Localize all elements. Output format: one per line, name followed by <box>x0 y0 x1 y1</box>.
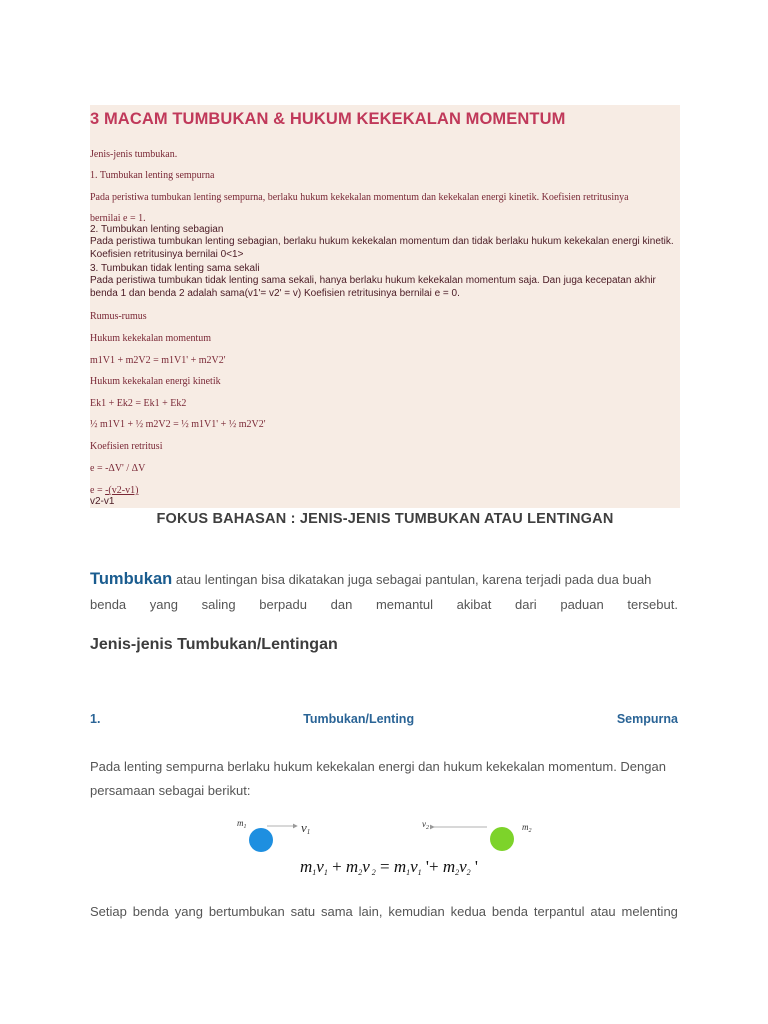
item2-text: Pada peristiwa tumbukan lenting sebagian, berlaku hukum kekekalan momentum dan tidak berlaku hukum kekekalan energi kinetik. Koefisien retritusinya bernilai 0<1> <box>90 236 674 260</box>
intro-word: dan <box>330 597 353 612</box>
subsection-number: 1. <box>90 712 101 726</box>
paragraph-2-word: lain, <box>358 904 383 919</box>
intro-word: memantul <box>375 597 434 612</box>
paragraph-2-word: sama <box>321 904 353 919</box>
subsection-heading <box>90 712 678 726</box>
ball-2 <box>490 827 514 851</box>
item1-title: 1. Tumbukan lenting sempurna <box>90 170 215 181</box>
ball-1 <box>249 828 273 852</box>
intro-word: tersebut. <box>627 597 678 612</box>
intro-line-1-rest: atau lentingan bisa dikatakan juga sebagai pantulan, karena terjadi pada dua buah <box>172 572 652 587</box>
m2-label: $m_2$ <box>522 822 532 834</box>
intro-word: dari <box>515 597 537 612</box>
paragraph-2-word: kemudian <box>388 904 445 919</box>
fokus-title: FOKUS BAHASAN : JENIS-JENIS TUMBUKAN ATAU LENTINGAN <box>156 511 614 527</box>
summary-box <box>90 105 680 508</box>
jenis-heading: Jenis-jenis tumbukan. <box>90 149 178 160</box>
paragraph-2-word: melenting <box>621 904 678 919</box>
paragraph-2-word: bertumbukan <box>208 904 285 919</box>
v1-label: v1 <box>301 820 311 836</box>
section-heading: Jenis-jenis Tumbukan/Lentingan <box>90 636 338 653</box>
momentum-formula: m1V1 + m2V2 = m1V1' + m2V2' <box>90 355 226 366</box>
paragraph-2-word: Setiap <box>90 904 127 919</box>
koef-heading: Koefisien retritusi <box>90 441 163 452</box>
item1-cont: bernilai e = 1. <box>90 213 146 224</box>
item3-text: Pada peristiwa tumbukan tidak lenting sama sekali, hanya berlaku hukum kekekalan momentum saja. Dan juga kecepatan akhir benda 1 dan benda 2 adalah sama(v1'= v2' = v) Koefisien retritusinya bernilai e = 0. <box>90 275 656 299</box>
item1-text: Pada peristiwa tumbukan lenting sempurna, berlaku hukum kekekalan momentum dan kekekalan energi kinetik. Koefisien retritusinya <box>90 192 629 203</box>
koef-formula-2-numerator: -(v2-v1) <box>105 485 139 496</box>
item3-title: 3. Tumbukan tidak lenting sama sekali <box>90 263 260 274</box>
paragraph-2-word: satu <box>290 904 316 919</box>
box-title: 3 MACAM TUMBUKAN & HUKUM KEKEKALAN MOMENTUM <box>90 110 566 128</box>
paragraph-2-word: atau <box>590 904 616 919</box>
koef-formula-2-denominator: v2-v1 <box>90 496 115 507</box>
paragraph-2-word: yang <box>174 904 203 919</box>
paragraph-2-word: kedua <box>450 904 487 919</box>
intro-word: saling <box>201 597 236 612</box>
momentum-heading: Hukum kekekalan momentum <box>90 333 212 344</box>
paragraph-2-word: benda <box>132 904 169 919</box>
subsection-middle: Tumbukan/Lenting <box>303 712 415 726</box>
m1-label: $m_1$ <box>237 818 247 830</box>
subsection-right: Sempurna <box>616 712 678 726</box>
paragraph-1: Pada lenting sempurna berlaku hukum kekekalan energi dan hukum kekekalan momentum. Dengan persamaan sebagai berikut: <box>90 759 666 798</box>
energi-formula-2: ½ m1V1 + ½ m2V2 = ½ m1V1' + ½ m2V2' <box>90 419 266 430</box>
intro-line-2 <box>90 592 678 617</box>
collision-equation <box>300 857 478 877</box>
v2-label: $v_2$ <box>422 819 429 831</box>
koef-formula-1: e = -ΔV' / ΔV <box>90 463 146 474</box>
koef-formula-2-prefix: e = <box>90 485 106 496</box>
energi-formula-1: Ek1 + Ek2 = Ek1 + Ek2 <box>90 398 187 409</box>
collision-diagram <box>225 812 555 882</box>
energi-heading: Hukum kekekalan energi kinetik <box>90 376 221 387</box>
intro-line-1 <box>90 567 678 592</box>
intro-word: akibat <box>456 597 492 612</box>
intro-word: yang <box>149 597 178 612</box>
intro-paragraph <box>90 567 678 617</box>
item2-title: 2. Tumbukan lenting sebagian <box>90 224 224 235</box>
koef-formula-2 <box>90 485 138 496</box>
paragraph-2-word: benda <box>491 904 529 919</box>
intro-word: benda <box>90 597 127 612</box>
paragraph-2 <box>90 904 678 919</box>
rumus-heading: Rumus-rumus <box>90 311 147 322</box>
intro-word: paduan <box>560 597 604 612</box>
intro-lead-word: Tumbukan <box>90 570 173 588</box>
collision-figure <box>225 812 555 882</box>
paragraph-2-word: terpantul <box>533 904 585 919</box>
svg-text:m1v1 + m2v 2 = m1v1 '+ m2v2 ': m1v1 + m2v 2 = m1v1 '+ m2v2 ' <box>300 857 478 877</box>
intro-word: berpadu <box>259 597 307 612</box>
